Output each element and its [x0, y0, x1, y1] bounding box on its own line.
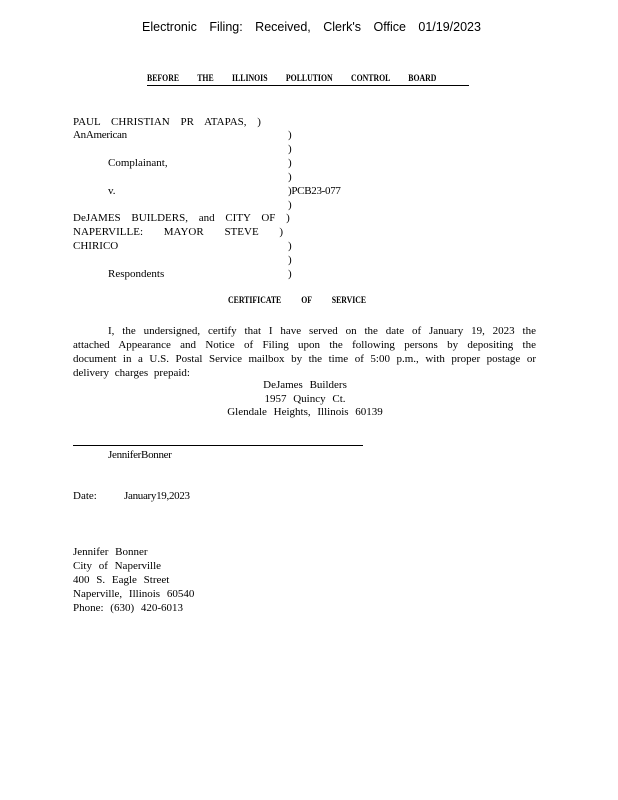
complainant-name: PAUL CHRISTIAN PR ATAPAS, ) — [73, 116, 261, 128]
complainant-description: AnAmerican — [73, 129, 127, 141]
caption-paren: ) — [288, 254, 292, 266]
complainant-label: Complainant, — [108, 157, 168, 169]
sender-street: 400 S. Eagle Street — [73, 574, 170, 586]
respondent-line-2: NAPERVILLE: MAYOR STEVE ) — [73, 226, 284, 238]
caption-paren: ) — [288, 157, 292, 169]
sender-phone: Phone: (630) 420-6013 — [73, 602, 184, 614]
case-number: )PCB23-077 — [288, 185, 341, 197]
caption-paren: ) — [288, 240, 292, 252]
sender-name: Jennifer Bonner — [73, 546, 148, 558]
caption-paren: ) — [288, 199, 292, 211]
caption-paren: ) — [288, 143, 292, 155]
caption-paren: ) — [288, 171, 292, 183]
respondents-label: Respondents — [108, 268, 165, 280]
caption-paren: ) — [288, 129, 292, 141]
date-value: January19,2023 — [124, 490, 190, 502]
recipient-name: DeJames Builders — [263, 379, 347, 391]
versus-label: v. — [108, 185, 116, 197]
filing-stamp: Electronic Filing: Received, Clerk's Office 01/19/2023 — [142, 20, 481, 34]
certificate-title: CERTIFICATE OF SERVICE — [228, 296, 367, 306]
sender-city: Naperville, Illinois 60540 — [73, 588, 195, 600]
date-label: Date: — [73, 490, 97, 502]
respondent-line-3: CHIRICO — [73, 240, 119, 252]
sender-org: City of Naperville — [73, 560, 162, 572]
certificate-paragraph: I, the undersigned, certify that I have served on the date of January 19, 2023 the attached Appearance and Notice of Filing upon the following persons by depositing the document in a U.S. Postal Service mailbox by the time of 5:00 p.m., with proper postage or delivery charges prepaid: — [73, 325, 536, 379]
recipient-street: 1957 Quincy Ct. — [264, 393, 346, 405]
board-title: BEFORE THE ILLINOIS POLLUTION CONTROL BOARD — [147, 74, 437, 84]
respondent-line-1: DeJAMES BUILDERS, and CITY OF ) — [73, 212, 290, 224]
signature-line — [73, 445, 363, 446]
caption-paren: ) — [288, 268, 292, 280]
board-title-underline — [147, 85, 469, 86]
recipient-city: Glendale Heights, Illinois 60139 — [227, 406, 383, 418]
signer-name: JenniferBonner — [108, 449, 172, 461]
